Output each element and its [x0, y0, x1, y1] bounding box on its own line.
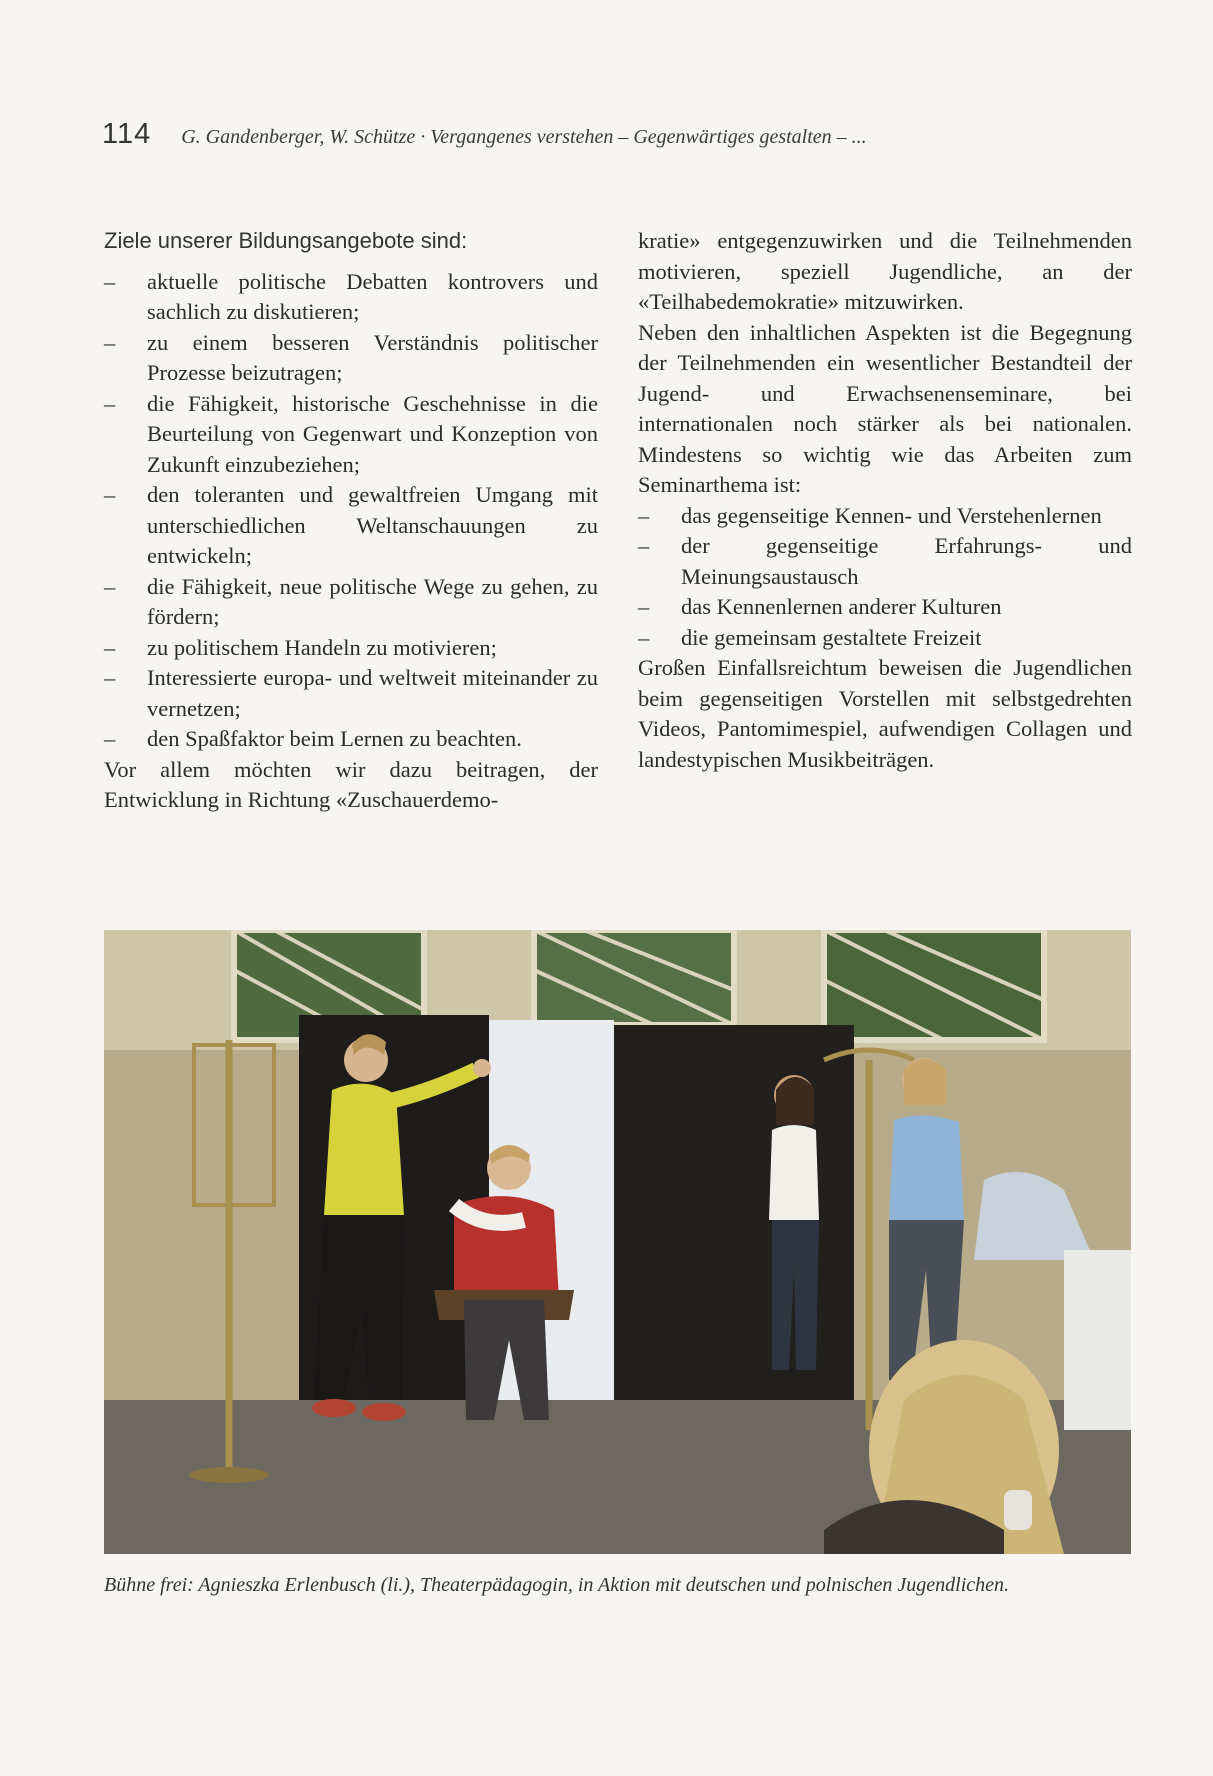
- closing-paragraph: Vor allem möchten wir dazu beitragen, der Entwicklung in Richtung «Zuschauerdemo-: [104, 756, 598, 812]
- stage-photo: [104, 930, 1131, 1554]
- goals-list: [104, 267, 598, 755]
- page-number: 114: [102, 118, 152, 150]
- list-item: – die Fähigkeit, historische Geschehnisse in die Beurteilung von Gegenwart und Konzeption von Zukunft einzubeziehen;: [104, 389, 598, 481]
- window-center: [534, 930, 734, 1025]
- window-right: [824, 930, 1044, 1040]
- paragraph-continuation: kratie» entgegenzuwirken und die Teilnehmenden motivieren, speziell Jugendliche, an der «Teilhabedemokratie» mitzuwirken.: [638, 228, 1132, 314]
- paragraph-creativity: Großen Einfallsreichtum beweisen die Jugendlichen beim gegenseitigen Vorstellen mit selbstgedrehten Videos, Pantomimespiel, aufwendigen Collagen und landestypischen Musikbeiträgen.: [638, 655, 1132, 772]
- list-item: – die Fähigkeit, neue politische Wege zu gehen, zu fördern;: [104, 572, 598, 633]
- white-table: [1064, 1250, 1131, 1430]
- stage-photo-illustration: [104, 930, 1131, 1554]
- list-item: – Interessierte europa- und weltweit miteinander zu vernetzen;: [104, 663, 598, 724]
- list-item: – den Spaßfaktor beim Lernen zu beachten.: [104, 724, 598, 755]
- list-item: – das Kennenlernen anderer Kulturen: [638, 592, 1132, 623]
- list-item: – zu einem besseren Verständnis politischer Prozesse beizutragen;: [104, 328, 598, 389]
- paragraph-seminar: Neben den inhaltlichen Aspekten ist die Begegnung der Teilnehmenden ein wesentlicher Bestandteil der Jugend- und Erwachsenenseminare, bei internationalen noch stärker als bei nationalen. Mindestens so wichtig wie das Arbeiten zum Seminarthema ist:: [638, 319, 1132, 497]
- running-title: G. Gandenberger, W. Schütze · Vergangenes verstehen – Gegenwärtiges gestalten – ...: [181, 126, 867, 148]
- running-head: [102, 118, 1112, 151]
- left-column: [104, 226, 598, 816]
- photo-caption: Bühne frei: Agnieszka Erlenbusch (li.), Theaterpädagogin, in Aktion mit deutschen und polnischen Jugendlichen.: [104, 1574, 1010, 1596]
- list-item: – der gegenseitige Erfahrungs- und Meinungsaustausch: [638, 531, 1132, 592]
- list-item: – das gegenseitige Kennen- und Verstehenlernen: [638, 501, 1132, 532]
- right-column: [638, 226, 1132, 775]
- aspects-list: [638, 501, 1132, 654]
- list-item: – die gemeinsam gestaltete Freizeit: [638, 623, 1132, 654]
- list-item: – den toleranten und gewaltfreien Umgang mit unterschiedlichen Weltanschauungen zu entwickeln;: [104, 480, 598, 572]
- goals-intro: Ziele unserer Bildungsangebote sind:: [104, 228, 468, 253]
- list-item: – zu politischem Handeln zu motivieren;: [104, 633, 598, 664]
- list-item: – aktuelle politische Debatten kontrovers und sachlich zu diskutieren;: [104, 267, 598, 328]
